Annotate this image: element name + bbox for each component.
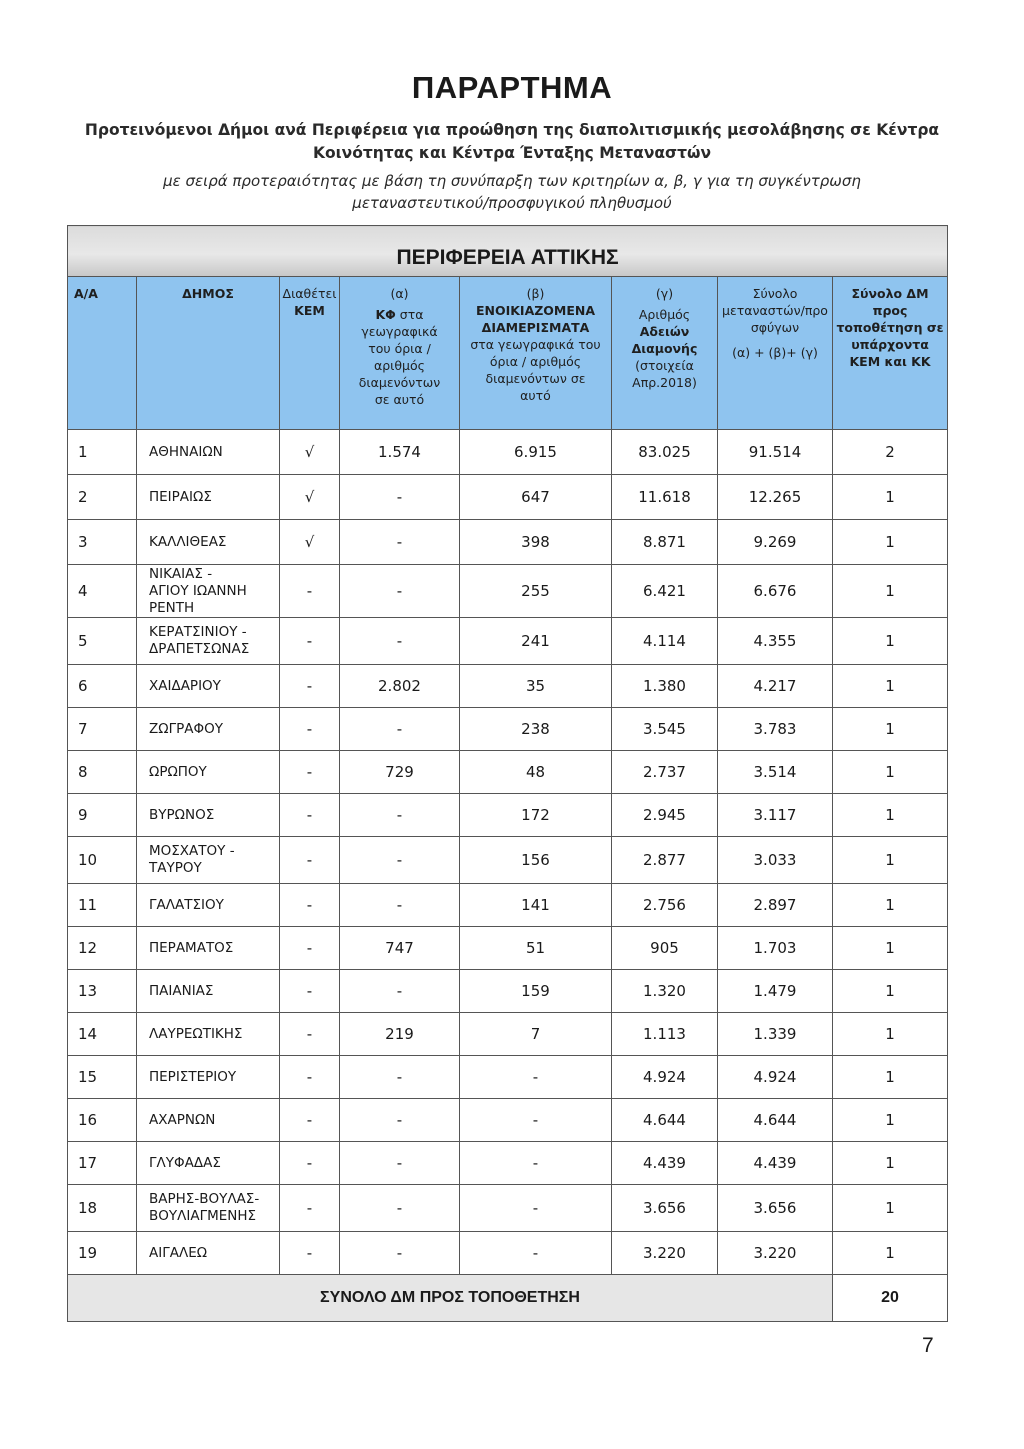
value-rented-apartments: -	[460, 1099, 612, 1142]
table-row	[68, 927, 948, 970]
municipality-name-line: ΠΑΙΑΝΙΑΣ	[149, 982, 214, 999]
municipality-name	[137, 1185, 280, 1232]
col-header-kem	[280, 277, 340, 430]
priority-note	[100, 170, 924, 214]
municipality-name-line: ΔΡΑΠΕΤΣΩΝΑΣ	[149, 641, 250, 657]
value-residence-permits: 3.656	[612, 1185, 718, 1232]
municipality-name	[137, 475, 280, 520]
row-number: 3	[68, 520, 137, 565]
municipality-name	[137, 751, 280, 794]
document-subtitle	[80, 119, 944, 165]
value-total-migrants: 1.703	[718, 927, 833, 970]
value-kf: -	[340, 520, 460, 565]
value-total-migrants: 9.269	[718, 520, 833, 565]
municipality-name-line: ΠΕΡΑΜΑΤΟΣ	[149, 939, 234, 956]
col-header-dm-l2: προς	[872, 303, 908, 318]
col-header-b-tag: (β)	[526, 286, 545, 301]
municipality-name-line: ΑΓΙΟΥ ΙΩΑΝΝΗ	[149, 582, 247, 599]
kem-available: -	[280, 1056, 340, 1099]
row-number: 8	[68, 751, 137, 794]
value-dm-placement: 1	[833, 1056, 948, 1099]
value-rented-apartments: 398	[460, 520, 612, 565]
kem-available: √	[280, 430, 340, 475]
kem-available: -	[280, 565, 340, 618]
municipality-name-line: ΓΛΥΦΑΔΑΣ	[149, 1154, 221, 1171]
row-number: 2	[68, 475, 137, 520]
value-total-migrants: 2.897	[718, 884, 833, 927]
table-row	[68, 565, 948, 618]
row-number: 6	[68, 665, 137, 708]
municipality-name-line: ΓΑΛΑΤΣΙΟΥ	[149, 896, 224, 913]
value-residence-permits: 8.871	[612, 520, 718, 565]
value-rented-apartments: 238	[460, 708, 612, 751]
municipality-name-line: ΚΕΡΑΤΣΙΝΙΟΥ -	[149, 624, 247, 640]
value-residence-permits: 1.113	[612, 1013, 718, 1056]
value-kf: -	[340, 837, 460, 884]
total-value: 20	[833, 1275, 948, 1322]
municipality-name-line: ΚΑΛΛΙΘΕΑΣ	[149, 533, 227, 550]
table-row	[68, 837, 948, 884]
column-header-row	[68, 277, 948, 430]
value-kf: -	[340, 475, 460, 520]
municipality-name-line: ΒΟΥΛΙΑΓΜΕΝΗΣ	[149, 1208, 257, 1224]
value-total-migrants: 4.644	[718, 1099, 833, 1142]
value-total-migrants: 6.676	[718, 565, 833, 618]
row-number: 15	[68, 1056, 137, 1099]
col-header-sum-l1: Σύνολο	[752, 286, 798, 301]
value-rented-apartments: -	[460, 1232, 612, 1275]
col-header-sum-l3: σφύγων	[750, 320, 800, 335]
table-row	[68, 1142, 948, 1185]
table-body	[68, 430, 948, 1275]
kem-available: -	[280, 618, 340, 665]
municipality-name-line: ΑΘΗΝΑΙΩΝ	[149, 443, 223, 460]
municipality-name	[137, 1099, 280, 1142]
value-kf: 1.574	[340, 430, 460, 475]
municipality-name	[137, 1142, 280, 1185]
municipality-name	[137, 565, 280, 618]
value-residence-permits: 1.320	[612, 970, 718, 1013]
municipality-name	[137, 884, 280, 927]
row-number: 16	[68, 1099, 137, 1142]
value-kf: 729	[340, 751, 460, 794]
value-residence-permits: 4.439	[612, 1142, 718, 1185]
value-total-migrants: 3.514	[718, 751, 833, 794]
total-label: ΣΥΝΟΛΟ ΔΜ ΠΡΟΣ ΤΟΠΟΘΕΤΗΣΗ	[68, 1275, 833, 1322]
value-dm-placement: 1	[833, 970, 948, 1013]
note-line-1: με σειρά προτεραιότητας με βάση τη συνύπαρξη των κριτηρίων α, β, γ για τη συγκέντρωση	[163, 172, 861, 190]
municipalities-table	[67, 225, 948, 1322]
value-total-migrants: 3.783	[718, 708, 833, 751]
kem-available: -	[280, 1013, 340, 1056]
col-header-dm-l3: τοποθέτηση σε	[836, 320, 944, 335]
value-rented-apartments: 35	[460, 665, 612, 708]
value-rented-apartments: 6.915	[460, 430, 612, 475]
col-header-dm	[833, 277, 948, 430]
col-header-g-bold2: Διαμονής	[631, 341, 698, 356]
subtitle-line-2: Κοινότητας και Κέντρα Ένταξης Μεταναστών	[312, 144, 712, 162]
col-header-dm-l5: ΚΕΜ και ΚΚ	[849, 354, 931, 369]
municipality-name	[137, 1013, 280, 1056]
col-header-g-l1: Αριθμός	[638, 307, 691, 322]
kem-available: -	[280, 794, 340, 837]
municipality-name	[137, 708, 280, 751]
col-header-sum-l2: μεταναστών/προ	[722, 303, 828, 318]
municipality-name-line: ΧΑΙΔΑΡΙΟΥ	[149, 677, 221, 694]
value-dm-placement: 1	[833, 794, 948, 837]
value-dm-placement: 1	[833, 1099, 948, 1142]
col-header-a-l3: του όρια /	[368, 341, 431, 356]
value-dm-placement: 1	[833, 1232, 948, 1275]
table-row	[68, 1056, 948, 1099]
col-header-dm-l1: Σύνολο ΔΜ	[851, 286, 929, 301]
value-kf: -	[340, 1142, 460, 1185]
row-number: 12	[68, 927, 137, 970]
value-dm-placement: 1	[833, 475, 948, 520]
value-kf: -	[340, 794, 460, 837]
value-total-migrants: 12.265	[718, 475, 833, 520]
value-rented-apartments: 51	[460, 927, 612, 970]
col-header-a-l1: στα	[399, 307, 424, 322]
municipality-name	[137, 665, 280, 708]
value-dm-placement: 1	[833, 1013, 948, 1056]
value-kf: 219	[340, 1013, 460, 1056]
municipality-name-line: ΑΧΑΡΝΩΝ	[149, 1111, 216, 1128]
value-total-migrants: 3.033	[718, 837, 833, 884]
col-header-b-l1: στα γεωγραφικά του	[470, 337, 601, 352]
table-row	[68, 1185, 948, 1232]
col-header-b	[460, 277, 612, 430]
table-row	[68, 475, 948, 520]
value-residence-permits: 4.114	[612, 618, 718, 665]
municipality-name-line: ΠΕΙΡΑΙΩΣ	[149, 488, 212, 505]
note-line-2: μεταναστευτικού/προσφυγικού πληθυσμού	[352, 194, 672, 212]
col-header-sum	[718, 277, 833, 430]
col-header-a-bold: ΚΦ	[375, 307, 396, 322]
col-header-b-bold1: ΕΝΟΙΚΙΑΖΟΜΕΝΑ	[475, 303, 596, 318]
col-header-dimos	[137, 277, 280, 430]
value-dm-placement: 1	[833, 618, 948, 665]
value-dm-placement: 1	[833, 1142, 948, 1185]
row-number: 1	[68, 430, 137, 475]
row-number: 5	[68, 618, 137, 665]
col-header-b-bold2: ΔΙΑΜΕΡΙΣΜΑΤΑ	[481, 320, 590, 335]
region-header: ΠΕΡΙΦΕΡΕΙΑ ΑΤΤΙΚΗΣ	[68, 226, 948, 277]
value-rented-apartments: 159	[460, 970, 612, 1013]
municipality-name-line: ΝΙΚΑΙΑΣ -	[149, 565, 213, 582]
value-residence-permits: 4.924	[612, 1056, 718, 1099]
municipality-name-line: ΖΩΓΡΑΦΟΥ	[149, 720, 223, 737]
municipality-name-line: ΛΑΥΡΕΩΤΙΚΗΣ	[149, 1025, 243, 1042]
value-residence-permits: 3.545	[612, 708, 718, 751]
municipality-name	[137, 794, 280, 837]
municipality-name-line: ΤΑΥΡΟΥ	[149, 860, 202, 876]
value-rented-apartments: -	[460, 1056, 612, 1099]
row-number: 9	[68, 794, 137, 837]
kem-available: -	[280, 665, 340, 708]
value-residence-permits: 3.220	[612, 1232, 718, 1275]
municipality-name-line: ΒΥΡΩΝΟΣ	[149, 806, 215, 823]
value-residence-permits: 2.877	[612, 837, 718, 884]
value-total-migrants: 3.656	[718, 1185, 833, 1232]
value-rented-apartments: 156	[460, 837, 612, 884]
col-header-kem-l2: ΚΕΜ	[294, 303, 325, 318]
kem-available: √	[280, 475, 340, 520]
kem-available: -	[280, 1185, 340, 1232]
value-residence-permits: 2.737	[612, 751, 718, 794]
value-residence-permits: 2.756	[612, 884, 718, 927]
municipality-name	[137, 927, 280, 970]
row-number: 19	[68, 1232, 137, 1275]
table-row	[68, 794, 948, 837]
value-dm-placement: 1	[833, 708, 948, 751]
kem-available: -	[280, 1142, 340, 1185]
kem-available: -	[280, 884, 340, 927]
row-number: 14	[68, 1013, 137, 1056]
table-row	[68, 1232, 948, 1275]
value-dm-placement: 1	[833, 884, 948, 927]
value-dm-placement: 1	[833, 1185, 948, 1232]
col-header-b-l2: όρια / αριθμός	[489, 354, 582, 369]
kem-available: -	[280, 927, 340, 970]
municipality-name-line: ΡΕΝΤΗ	[149, 599, 195, 616]
value-residence-permits: 2.945	[612, 794, 718, 837]
value-total-migrants: 91.514	[718, 430, 833, 475]
municipality-name-line: ΜΟΣΧΑΤΟΥ -	[149, 843, 235, 859]
municipality-name-line: ΩΡΩΠΟΥ	[149, 763, 207, 780]
value-kf: -	[340, 970, 460, 1013]
col-header-g-bold1: Αδειών	[639, 324, 690, 339]
value-kf: -	[340, 708, 460, 751]
value-rented-apartments: 241	[460, 618, 612, 665]
value-total-migrants: 4.217	[718, 665, 833, 708]
value-kf: -	[340, 1056, 460, 1099]
col-header-dimos-text: ΔΗΜΟΣ	[182, 286, 234, 301]
kem-available: -	[280, 708, 340, 751]
kem-available: -	[280, 751, 340, 794]
kem-available: -	[280, 970, 340, 1013]
municipality-name	[137, 837, 280, 884]
value-rented-apartments: 7	[460, 1013, 612, 1056]
value-residence-permits: 1.380	[612, 665, 718, 708]
row-number: 17	[68, 1142, 137, 1185]
col-header-b-l3: διαμενόντων σε	[485, 371, 586, 386]
value-total-migrants: 4.439	[718, 1142, 833, 1185]
value-dm-placement: 1	[833, 665, 948, 708]
col-header-a-l2: γεωγραφικά	[361, 324, 438, 339]
value-residence-permits: 6.421	[612, 565, 718, 618]
kem-available: √	[280, 520, 340, 565]
subtitle-line-1: Προτεινόμενοι Δήμοι ανά Περιφέρεια για προώθηση της διαπολιτισμικής μεσολάβησης σε Κέντρα	[84, 121, 940, 139]
col-header-g	[612, 277, 718, 430]
table-row	[68, 618, 948, 665]
value-rented-apartments: 647	[460, 475, 612, 520]
value-kf: -	[340, 1185, 460, 1232]
col-header-a-l4: αριθμός	[374, 358, 425, 373]
row-number: 11	[68, 884, 137, 927]
table-row	[68, 708, 948, 751]
kem-available: -	[280, 837, 340, 884]
kem-available: -	[280, 1099, 340, 1142]
value-kf: -	[340, 1232, 460, 1275]
value-total-migrants: 1.479	[718, 970, 833, 1013]
col-header-dm-l4: υπάρχοντα	[851, 337, 929, 352]
kem-available: -	[280, 1232, 340, 1275]
value-rented-apartments: 141	[460, 884, 612, 927]
municipality-name	[137, 520, 280, 565]
col-header-sum-l4: (α) + (β)+ (γ)	[732, 345, 818, 360]
col-header-kem-l1: Διαθέτει	[282, 286, 337, 301]
row-number: 10	[68, 837, 137, 884]
municipality-name-line: ΑΙΓΑΛΕΩ	[149, 1244, 208, 1261]
table-row	[68, 751, 948, 794]
value-kf: -	[340, 618, 460, 665]
value-dm-placement: 1	[833, 837, 948, 884]
page-title: ΠΑΡΑΡΤΗΜΑ	[411, 70, 613, 105]
table-row	[68, 520, 948, 565]
value-dm-placement: 1	[833, 565, 948, 618]
value-rented-apartments: -	[460, 1185, 612, 1232]
value-kf: 747	[340, 927, 460, 970]
row-number: 4	[68, 565, 137, 618]
value-rented-apartments: -	[460, 1142, 612, 1185]
row-number: 18	[68, 1185, 137, 1232]
row-number: 13	[68, 970, 137, 1013]
municipality-name	[137, 618, 280, 665]
col-header-aa: Α/Α	[68, 277, 137, 430]
value-residence-permits: 4.644	[612, 1099, 718, 1142]
value-dm-placement: 1	[833, 751, 948, 794]
value-total-migrants: 3.117	[718, 794, 833, 837]
col-header-g-tag: (γ)	[655, 286, 674, 301]
col-header-b-l4: αυτό	[520, 388, 551, 403]
table-row	[68, 884, 948, 927]
col-header-a-tag: (α)	[390, 286, 409, 301]
table-row	[68, 1013, 948, 1056]
municipality-name-line: ΒΑΡΗΣ-ΒΟΥΛΑΣ-	[149, 1191, 260, 1207]
municipality-name-line: ΠΕΡΙΣΤΕΡΙΟΥ	[149, 1068, 237, 1085]
value-rented-apartments: 255	[460, 565, 612, 618]
value-residence-permits: 905	[612, 927, 718, 970]
value-total-migrants: 3.220	[718, 1232, 833, 1275]
value-residence-permits: 11.618	[612, 475, 718, 520]
value-dm-placement: 2	[833, 430, 948, 475]
value-kf: -	[340, 884, 460, 927]
value-kf: -	[340, 565, 460, 618]
municipality-name	[137, 1232, 280, 1275]
table-row	[68, 665, 948, 708]
value-kf: -	[340, 1099, 460, 1142]
col-header-g-l2: (στοιχεία	[635, 358, 694, 373]
municipality-name	[137, 430, 280, 475]
municipality-name	[137, 1056, 280, 1099]
value-kf: 2.802	[340, 665, 460, 708]
value-residence-permits: 83.025	[612, 430, 718, 475]
value-total-migrants: 1.339	[718, 1013, 833, 1056]
col-header-a	[340, 277, 460, 430]
value-total-migrants: 4.355	[718, 618, 833, 665]
value-rented-apartments: 172	[460, 794, 612, 837]
municipality-name	[137, 970, 280, 1013]
row-number: 7	[68, 708, 137, 751]
table-row	[68, 430, 948, 475]
col-header-g-l3: Απρ.2018)	[632, 375, 697, 390]
col-header-a-l6: σε αυτό	[374, 392, 425, 407]
value-dm-placement: 1	[833, 927, 948, 970]
table-row	[68, 1099, 948, 1142]
value-dm-placement: 1	[833, 520, 948, 565]
total-row	[68, 1275, 948, 1322]
value-rented-apartments: 48	[460, 751, 612, 794]
table-row	[68, 970, 948, 1013]
page-number: 7	[922, 1334, 934, 1357]
col-header-a-l5: διαμενόντων	[358, 375, 441, 390]
value-total-migrants: 4.924	[718, 1056, 833, 1099]
